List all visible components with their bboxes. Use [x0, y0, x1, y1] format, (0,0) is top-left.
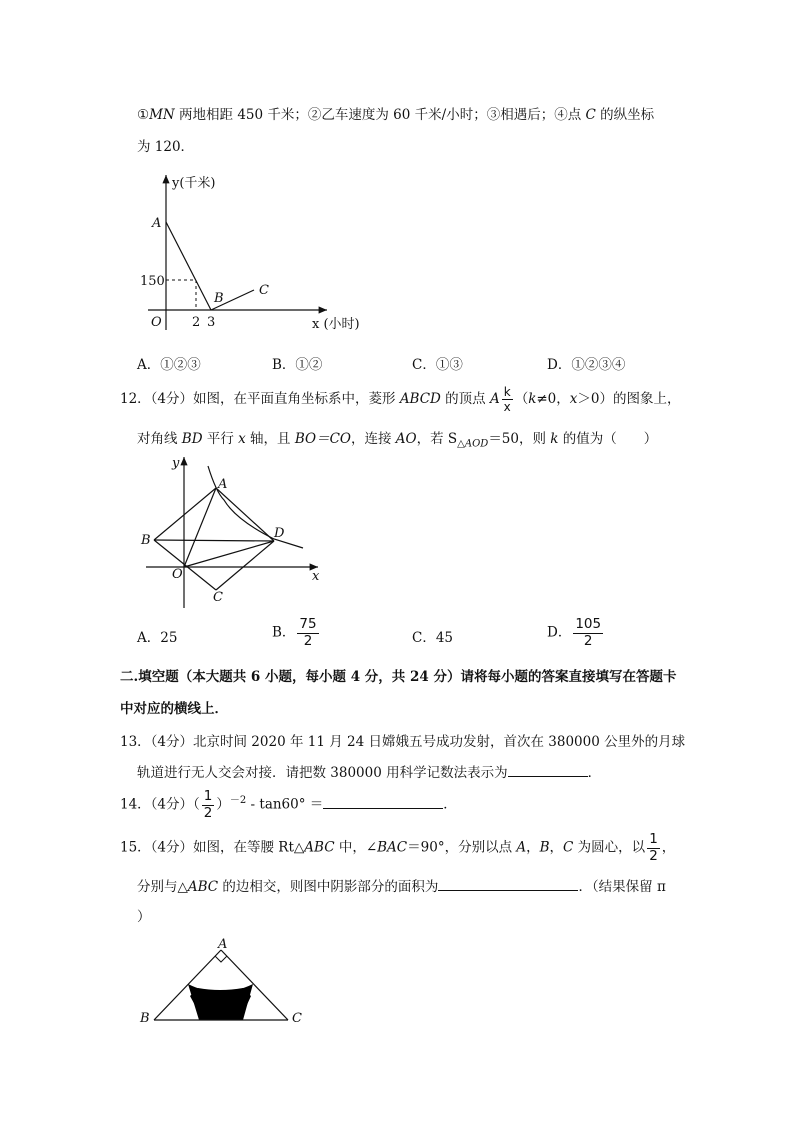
q11-option-a[interactable]: A．①②③	[137, 357, 201, 373]
frac-den: 2	[203, 804, 213, 821]
frac-num: 1	[649, 831, 658, 847]
q11-text: MN	[149, 107, 175, 123]
frac-den: 2	[303, 632, 313, 649]
q15-text: 中，∠	[334, 839, 378, 856]
q12-text: 的值为（ ）	[558, 431, 658, 447]
q12-option-c[interactable]: C．45	[412, 630, 454, 646]
q11-text: C	[585, 107, 596, 123]
frac-num: 75	[299, 616, 317, 632]
q11-x-label: x (小时)	[312, 317, 360, 332]
q12-text: （	[514, 391, 529, 407]
q11-text: ①	[137, 107, 150, 123]
q15-text: 15．（4分）如图，在等腰 Rt△	[120, 839, 305, 856]
q14-text: - tan60° ＝	[246, 796, 324, 813]
q12-point-C: C	[213, 590, 223, 605]
frac-den: 2	[583, 632, 593, 649]
q15-text: 分别与△	[137, 879, 188, 895]
q12-text: ≠0，	[536, 391, 570, 407]
q11-text: 两地相距 450 千米；②乙车速度为 60 千米/小时；③相遇后；④点	[174, 107, 586, 123]
q15-text: BAC	[377, 839, 408, 856]
option-prefix: B．	[272, 624, 296, 641]
q15-text: ABC	[187, 879, 219, 895]
q15-statement-line3: ）	[137, 909, 151, 925]
q12-text: 平行	[202, 431, 239, 447]
q12-option-a[interactable]: A．25	[137, 630, 178, 646]
section2-heading-line1: 二.填空题（本大题共 6 小题，每小题 4 分，共 24 分）请将每小题的答案直接填写在答题卡	[120, 669, 677, 685]
q13-statement-line1: 13．（4分）北京时间 2020 年 11 月 24 日嫦娥五号成功发射，首次在 380000 公里外的月球	[120, 734, 686, 750]
q15-point-B: B	[140, 1011, 150, 1026]
q11-option-c[interactable]: C．①③	[412, 357, 463, 373]
q11-y-label: y(千米)	[172, 176, 216, 191]
q15-text: B	[539, 839, 550, 856]
q14-text: 14．（4分）（	[120, 796, 200, 813]
q15-text: ABC	[304, 839, 335, 856]
q12-text: ，连接	[351, 431, 396, 447]
frac-num: 105	[575, 616, 602, 632]
q12-text: k	[528, 391, 537, 407]
q12-text: ，若 S	[416, 431, 458, 447]
q11-point-C: C	[259, 283, 269, 298]
q11-point-B: B	[214, 291, 224, 306]
q11-option-d[interactable]: D．①②③④	[547, 357, 626, 373]
section2-heading-line2: 中对应的横线上．	[120, 701, 228, 717]
q14-text: ．	[443, 796, 457, 813]
q13-text: ．	[587, 765, 602, 781]
q12-text: 的顶点	[440, 391, 490, 407]
q12-text: 轴，且	[245, 431, 295, 447]
q12-text: x	[238, 431, 246, 447]
q11-tick-2: 2	[192, 315, 201, 330]
q14-text: ）	[216, 796, 230, 813]
q12-origin: O	[172, 567, 183, 582]
q15-text: C	[563, 839, 574, 856]
q15-text: 为圆心，以	[573, 839, 646, 856]
q14-exponent: －2	[229, 795, 247, 806]
q12-y-label: y	[172, 456, 180, 471]
q12-text: ＝50，则	[488, 431, 551, 447]
q15-point-C: C	[292, 1011, 302, 1026]
q12-x-label: x	[312, 569, 320, 584]
q13-text: 轨道进行无人交会对接．请把数 380000 用科学记数法表示为	[137, 765, 508, 781]
frac-num: 1	[203, 788, 213, 804]
frac-den: x	[503, 400, 511, 414]
q11-option-b[interactable]: B．①②	[272, 357, 323, 373]
q15-point-A: A	[218, 937, 228, 952]
q11-point-A: A	[152, 216, 162, 231]
q15-right-angle-mark	[215, 956, 227, 962]
q15-text: ，	[661, 839, 676, 856]
q12-text: △AOD	[457, 438, 489, 450]
q15-text: 的边相交，则图中阴影部分的面积为	[218, 879, 439, 895]
q15-text: ，	[526, 839, 540, 856]
frac-den: 2	[649, 847, 658, 864]
q11-statement-line2: 为 120．	[137, 139, 195, 155]
q15-text: ，	[549, 839, 564, 856]
q12-text: BO＝CO	[294, 431, 351, 447]
q12-text: A	[489, 391, 500, 407]
q12-text: ABCD	[399, 391, 441, 407]
q12-point-D: D	[274, 526, 285, 541]
q12-text: x	[569, 391, 578, 407]
q12-text: AO	[395, 431, 417, 447]
q15-text: ＝90°，分别以点	[407, 839, 517, 856]
q12-point-A: A	[218, 477, 228, 492]
q15-text: A	[516, 839, 527, 856]
q12-text: ＞0）的图象上，	[577, 391, 681, 407]
q15-shaded-region-fill	[188, 984, 253, 1020]
q11-tick-3: 3	[207, 315, 216, 330]
q12-text: BD	[181, 431, 203, 447]
option-prefix: D．	[547, 624, 572, 641]
q12-text: 对角线	[137, 431, 182, 447]
q15-text: ．（结果保留 π	[578, 879, 666, 895]
q11-tick-150: 150	[140, 274, 165, 289]
q11-text: 的纵坐标	[595, 107, 655, 123]
q12-text: k	[550, 431, 559, 447]
q11-origin: O	[151, 315, 162, 330]
q12-point-B: B	[141, 533, 151, 548]
q12-text: 12．（4分）如图，在平面直角坐标系中，菱形	[120, 391, 400, 407]
frac-num: k	[503, 385, 511, 399]
